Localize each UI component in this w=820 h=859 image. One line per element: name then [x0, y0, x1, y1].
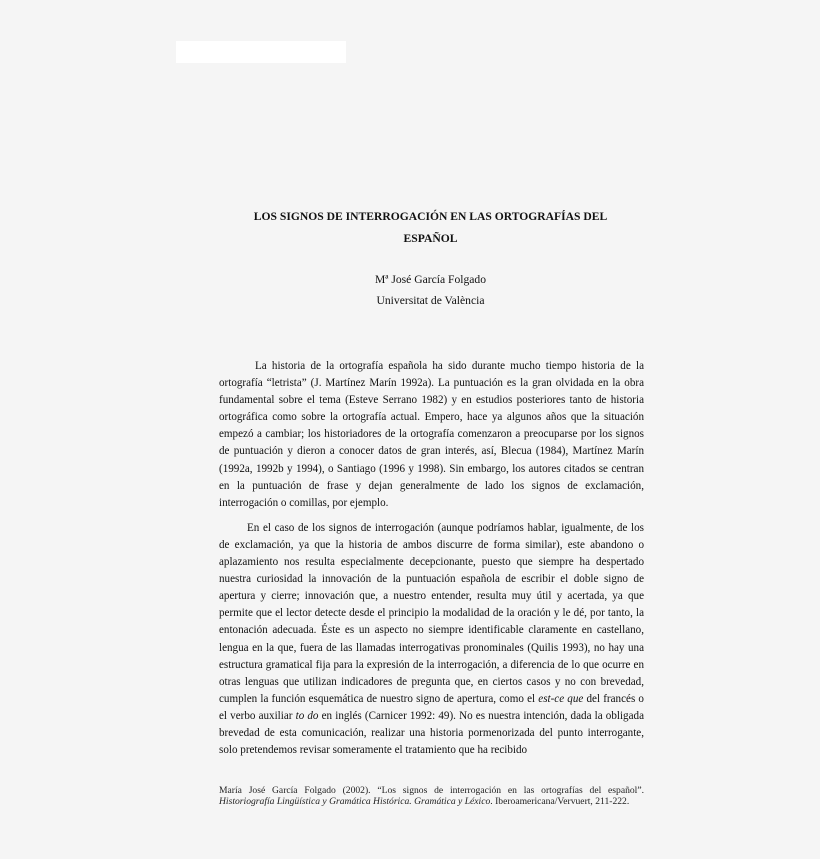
- author-name: Mª José García Folgado: [374, 273, 487, 286]
- footnote-part-1: María José García Folgado (2002). “Los signos de interrogación en las ortografías del español”.: [219, 785, 644, 796]
- paragraph-1: La historia de la ortografía española ha sido durante mucho tiempo historia de la ortografía “letrista” (J. Martínez Marín 1992a). La puntuación es la gran olvidada en la obra fundamental sobre el tema (Esteve Serrano 1982) y en estudios posteriores tanto de historia ortográfica como sobre la ortografía actual. Empero, hace ya algunos años que la situación empezó a cambiar; los historiadores de la ortografía comenzaron a preocuparse por los signos de puntuación y dieron a conocer datos de gran interés, así, Blecua (1984), Martínez Marín (1992a, 1992b y 1994), o Santiago (1996 y 1998). Sin embargo, los autores citados se centran en la puntuación de frase y dejan generalmente de lado los signos de exclamación, interrogación o comillas, por ejemplo.: [219, 360, 644, 509]
- paragraph-2-part-2: del francés o el verbo auxiliar: [219, 692, 644, 722]
- title-line-1: LOS SIGNOS DE INTERROGACIÓN EN LAS ORTOGRAFÍAS DEL: [253, 210, 608, 223]
- paragraph-2-part-1: En el caso de los signos de interrogación (aunque podríamos hablar, igualmente, de los de exclamación, ya que la historia de ambos discurre de forma similar), este abandono o aplazamiento nos resulta especialmente decepcionante, puesto que siempre ha despertado nuestra curiosidad la innovación de la puntuación española de escribir el doble signo de apertura y cierre; innovación que, a nuestro entender, resulta muy útil y acertada, ya que permite que el lector detecte desde el principio la modalidad de la oración y le dé, por tanto, la entonación adecuada. Éste es un aspecto no siempre identificable claramente en castellano, lengua en la que, fuera de las llamadas interrogativas pronominales (Quilis 1993), no hay una estructura gramatical fija para la expresión de la interrogación, a diferencia de lo que ocurre en otras lenguas que utilizan indicadores de pregunta que, en ciertos casos y no con brevedad, cumplen la función esquemática de nuestro signo de apertura, como el: [219, 521, 644, 705]
- citation-footnote: [219, 785, 644, 808]
- paragraph-2: [219, 520, 644, 759]
- paragraph-2-italic-to-do: to do: [295, 709, 319, 722]
- footnote-italic-source: Historiografía Lingüística y Gramática Histórica. Gramática y Léxico: [219, 796, 491, 808]
- author-affiliation: Universitat de València: [376, 294, 485, 307]
- article-title: [218, 206, 643, 250]
- blank-header-box: [176, 41, 346, 63]
- title-line-2: ESPAÑOL: [403, 232, 458, 245]
- paragraph-2-part-3: en inglés (Carnicer 1992: 49). No es nuestra intención, dada la obligada brevedad de esta comunicación, realizar una historia pormenorizada del punto interrogante, solo pretendemos revisar someramente el tratamiento que ha recibido: [219, 709, 644, 757]
- paragraph-2-italic-est-ce-que: est-ce que: [538, 692, 584, 705]
- footnote-part-2: . Iberoamericana/Vervuert, 211-222.: [490, 796, 630, 808]
- author-block: [218, 269, 643, 311]
- article-body: [219, 358, 644, 759]
